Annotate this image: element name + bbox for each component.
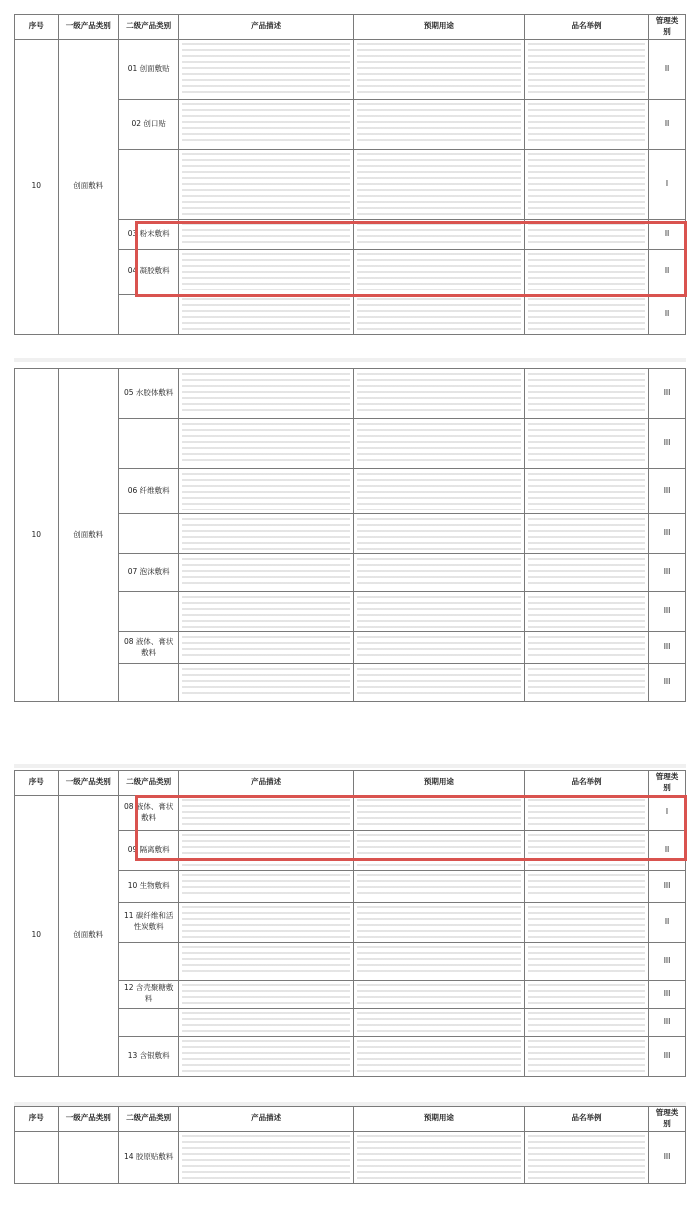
illegible-text — [182, 223, 349, 245]
illegible-text — [357, 298, 521, 330]
illegible-text — [528, 874, 645, 898]
seq-cell: 10 — [15, 369, 59, 702]
table-section-2 — [14, 368, 686, 760]
management-class-cell: II — [649, 249, 686, 294]
illegible-text — [357, 668, 521, 698]
intended-use-cell — [353, 942, 524, 980]
illegible-text — [528, 103, 645, 145]
illegible-text — [528, 834, 645, 866]
illegible-text — [528, 298, 645, 330]
illegible-text — [528, 668, 645, 698]
illegible-text — [182, 103, 349, 145]
illegible-text — [182, 906, 349, 938]
examples-cell — [524, 870, 648, 902]
illegible-text — [182, 984, 349, 1004]
illegible-text — [528, 596, 645, 628]
description-cell — [179, 1008, 353, 1036]
description-cell — [179, 554, 353, 592]
level2-cell: 08 液体、膏状敷料 — [118, 795, 178, 830]
illegible-text — [528, 153, 645, 215]
intended-use-cell — [353, 294, 524, 334]
intended-use-cell — [353, 419, 524, 469]
management-class-cell: II — [649, 294, 686, 334]
illegible-text — [357, 874, 521, 898]
examples-cell — [524, 1036, 648, 1076]
column-header: 一级产品类别 — [58, 771, 118, 796]
intended-use-cell — [353, 369, 524, 419]
management-class-cell: II — [649, 219, 686, 249]
description-cell — [179, 39, 353, 99]
level1-cell: 创面敷料 — [58, 795, 118, 1076]
illegible-text — [528, 946, 645, 976]
illegible-text — [357, 153, 521, 215]
column-header: 序号 — [15, 15, 59, 40]
description-cell — [179, 469, 353, 514]
illegible-text — [528, 518, 645, 550]
description-cell — [179, 870, 353, 902]
description-cell — [179, 1036, 353, 1076]
illegible-text — [182, 423, 349, 465]
column-header: 品名举例 — [524, 15, 648, 40]
illegible-text — [357, 253, 521, 290]
examples-cell — [524, 514, 648, 554]
section-divider — [14, 764, 686, 768]
classification-table — [14, 368, 686, 702]
intended-use-cell — [353, 870, 524, 902]
management-class-cell: III — [649, 469, 686, 514]
seq-cell — [15, 1131, 59, 1183]
description-cell — [179, 149, 353, 219]
level1-cell — [58, 1131, 118, 1183]
illegible-text — [528, 473, 645, 510]
illegible-text — [182, 373, 349, 415]
table-row — [15, 39, 686, 99]
column-header: 一级产品类别 — [58, 15, 118, 40]
illegible-text — [182, 298, 349, 330]
management-class-cell: II — [649, 902, 686, 942]
column-header: 预期用途 — [353, 771, 524, 796]
illegible-text — [528, 423, 645, 465]
column-header: 二级产品类别 — [118, 1107, 178, 1132]
examples-cell — [524, 830, 648, 870]
level2-cell — [118, 294, 178, 334]
illegible-text — [357, 984, 521, 1004]
examples-cell — [524, 942, 648, 980]
intended-use-cell — [353, 795, 524, 830]
management-class-cell: III — [649, 1131, 686, 1183]
description-cell — [179, 592, 353, 632]
level2-cell: 04 凝胶敷料 — [118, 249, 178, 294]
illegible-text — [357, 596, 521, 628]
illegible-text — [357, 636, 521, 660]
header-row — [15, 771, 686, 796]
level2-cell — [118, 664, 178, 702]
illegible-text — [528, 906, 645, 938]
management-class-cell: III — [649, 554, 686, 592]
illegible-text — [182, 518, 349, 550]
description-cell — [179, 902, 353, 942]
illegible-text — [357, 834, 521, 866]
column-header: 二级产品类别 — [118, 771, 178, 796]
illegible-text — [357, 423, 521, 465]
illegible-text — [528, 1012, 645, 1032]
illegible-text — [182, 1040, 349, 1072]
level2-cell — [118, 419, 178, 469]
management-class-cell: III — [649, 632, 686, 664]
level2-cell: 01 创面敷贴 — [118, 39, 178, 99]
level1-cell: 创面敷料 — [58, 369, 118, 702]
management-class-cell: III — [649, 980, 686, 1008]
illegible-text — [357, 558, 521, 588]
column-header: 预期用途 — [353, 15, 524, 40]
table-row — [15, 369, 686, 419]
examples-cell — [524, 249, 648, 294]
illegible-text — [528, 984, 645, 1004]
column-header: 管理类别 — [649, 771, 686, 796]
intended-use-cell — [353, 1131, 524, 1183]
column-header: 管理类别 — [649, 1107, 686, 1132]
examples-cell — [524, 980, 648, 1008]
description-cell — [179, 99, 353, 149]
section-divider — [14, 358, 686, 362]
examples-cell — [524, 1131, 648, 1183]
management-class-cell: III — [649, 1008, 686, 1036]
examples-cell — [524, 39, 648, 99]
illegible-text — [528, 1135, 645, 1179]
management-class-cell: III — [649, 870, 686, 902]
level2-cell: 08 液体、膏状敷料 — [118, 632, 178, 664]
table-section-4 — [14, 1106, 686, 1206]
description-cell — [179, 795, 353, 830]
seq-cell: 10 — [15, 39, 59, 334]
classification-table — [14, 1106, 686, 1184]
management-class-cell: I — [649, 149, 686, 219]
examples-cell — [524, 219, 648, 249]
examples-cell — [524, 369, 648, 419]
illegible-text — [182, 153, 349, 215]
table-section-1 — [14, 14, 686, 354]
level2-cell: 07 泡沫敷料 — [118, 554, 178, 592]
illegible-text — [182, 473, 349, 510]
table-row — [15, 795, 686, 830]
description-cell — [179, 514, 353, 554]
illegible-text — [182, 596, 349, 628]
intended-use-cell — [353, 830, 524, 870]
column-header: 二级产品类别 — [118, 15, 178, 40]
level2-cell — [118, 592, 178, 632]
column-header: 产品描述 — [179, 1107, 353, 1132]
intended-use-cell — [353, 99, 524, 149]
illegible-text — [528, 1040, 645, 1072]
column-header: 产品描述 — [179, 15, 353, 40]
examples-cell — [524, 554, 648, 592]
level2-cell: 05 水胶体敷料 — [118, 369, 178, 419]
column-header: 一级产品类别 — [58, 1107, 118, 1132]
illegible-text — [182, 668, 349, 698]
level2-cell: 14 胶原贴敷料 — [118, 1131, 178, 1183]
description-cell — [179, 1131, 353, 1183]
illegible-text — [528, 373, 645, 415]
description-cell — [179, 830, 353, 870]
intended-use-cell — [353, 980, 524, 1008]
column-header: 预期用途 — [353, 1107, 524, 1132]
examples-cell — [524, 592, 648, 632]
illegible-text — [357, 1135, 521, 1179]
examples-cell — [524, 795, 648, 830]
intended-use-cell — [353, 219, 524, 249]
level1-cell: 创面敷料 — [58, 39, 118, 334]
management-class-cell: III — [649, 942, 686, 980]
illegible-text — [357, 473, 521, 510]
illegible-text — [528, 799, 645, 826]
intended-use-cell — [353, 469, 524, 514]
column-header: 品名举例 — [524, 1107, 648, 1132]
intended-use-cell — [353, 554, 524, 592]
level2-cell: 09 隔离敷料 — [118, 830, 178, 870]
intended-use-cell — [353, 514, 524, 554]
description-cell — [179, 219, 353, 249]
intended-use-cell — [353, 632, 524, 664]
management-class-cell: III — [649, 419, 686, 469]
illegible-text — [528, 636, 645, 660]
classification-table — [14, 770, 686, 1077]
description-cell — [179, 980, 353, 1008]
management-class-cell: II — [649, 39, 686, 99]
illegible-text — [357, 1040, 521, 1072]
illegible-text — [528, 253, 645, 290]
management-class-cell: II — [649, 99, 686, 149]
level2-cell: 02 创口贴 — [118, 99, 178, 149]
illegible-text — [182, 636, 349, 660]
management-class-cell: III — [649, 514, 686, 554]
illegible-text — [528, 558, 645, 588]
description-cell — [179, 419, 353, 469]
column-header: 品名举例 — [524, 771, 648, 796]
illegible-text — [182, 253, 349, 290]
management-class-cell: II — [649, 830, 686, 870]
illegible-text — [528, 43, 645, 95]
column-header: 管理类别 — [649, 15, 686, 40]
header-row — [15, 1107, 686, 1132]
description-cell — [179, 664, 353, 702]
illegible-text — [528, 223, 645, 245]
examples-cell — [524, 469, 648, 514]
level2-cell — [118, 1008, 178, 1036]
description-cell — [179, 632, 353, 664]
level2-cell: 13 含银敷料 — [118, 1036, 178, 1076]
level2-cell — [118, 514, 178, 554]
column-header: 序号 — [15, 771, 59, 796]
intended-use-cell — [353, 902, 524, 942]
examples-cell — [524, 149, 648, 219]
illegible-text — [182, 799, 349, 826]
illegible-text — [182, 558, 349, 588]
illegible-text — [357, 223, 521, 245]
illegible-text — [357, 518, 521, 550]
illegible-text — [357, 946, 521, 976]
management-class-cell: III — [649, 1036, 686, 1076]
level2-cell: 06 纤维敷料 — [118, 469, 178, 514]
column-header: 产品描述 — [179, 771, 353, 796]
level2-cell — [118, 149, 178, 219]
illegible-text — [182, 43, 349, 95]
column-header: 序号 — [15, 1107, 59, 1132]
level2-cell: 11 碳纤维和活性炭敷料 — [118, 902, 178, 942]
illegible-text — [182, 874, 349, 898]
illegible-text — [357, 43, 521, 95]
management-class-cell: I — [649, 795, 686, 830]
level2-cell: 03 粉末敷料 — [118, 219, 178, 249]
intended-use-cell — [353, 249, 524, 294]
illegible-text — [182, 1012, 349, 1032]
seq-cell: 10 — [15, 795, 59, 1076]
description-cell — [179, 942, 353, 980]
examples-cell — [524, 664, 648, 702]
intended-use-cell — [353, 1036, 524, 1076]
level2-cell: 12 含壳聚糖敷料 — [118, 980, 178, 1008]
examples-cell — [524, 902, 648, 942]
intended-use-cell — [353, 1008, 524, 1036]
intended-use-cell — [353, 39, 524, 99]
illegible-text — [182, 834, 349, 866]
illegible-text — [357, 1012, 521, 1032]
description-cell — [179, 369, 353, 419]
level2-cell: 10 生物敷料 — [118, 870, 178, 902]
illegible-text — [182, 1135, 349, 1179]
description-cell — [179, 249, 353, 294]
classification-table — [14, 14, 686, 335]
table-row — [15, 1131, 686, 1183]
examples-cell — [524, 294, 648, 334]
level2-cell — [118, 942, 178, 980]
examples-cell — [524, 99, 648, 149]
management-class-cell: III — [649, 592, 686, 632]
illegible-text — [357, 103, 521, 145]
intended-use-cell — [353, 592, 524, 632]
illegible-text — [357, 906, 521, 938]
examples-cell — [524, 1008, 648, 1036]
management-class-cell: III — [649, 664, 686, 702]
table-section-3 — [14, 770, 686, 1100]
examples-cell — [524, 632, 648, 664]
header-row — [15, 15, 686, 40]
intended-use-cell — [353, 664, 524, 702]
illegible-text — [357, 799, 521, 826]
description-cell — [179, 294, 353, 334]
illegible-text — [182, 946, 349, 976]
examples-cell — [524, 419, 648, 469]
intended-use-cell — [353, 149, 524, 219]
management-class-cell: III — [649, 369, 686, 419]
illegible-text — [357, 373, 521, 415]
